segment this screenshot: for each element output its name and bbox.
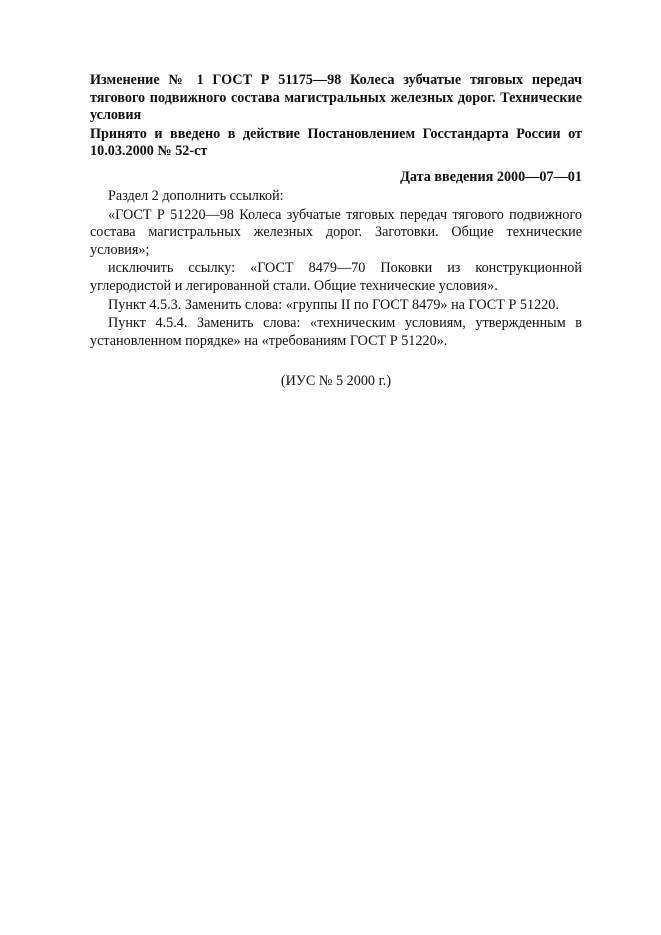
amendment-title: Изменение № 1 ГОСТ Р 51175—98 Колеса зубчатые тяговых передач тягового подвижного состава магистральных железных дорог. Технические условия — [90, 72, 582, 123]
paragraph-item-4-5-3: Пункт 4.5.3. Заменить слова: «группы II по ГОСТ 8479» на ГОСТ Р 51220. — [108, 296, 559, 313]
paragraph-section-2: Раздел 2 дополнить ссылкой: — [108, 188, 284, 204]
effective-date: Дата введения 2000—07—01 — [400, 168, 582, 185]
amendment-body — [90, 188, 582, 350]
paragraph-exclude-reference: исключить ссылку: «ГОСТ 8479—70 Поковки из конструкционной углеродистой и легированной стали. Общие технические условия». — [90, 260, 582, 294]
paragraph-item-4-5-4: Пункт 4.5.4. Заменить слова: «техническим условиям, утвержденным в установленном порядке» на «требованиям ГОСТ Р 51220». — [90, 315, 582, 349]
paragraph-gost-51220-reference: «ГОСТ Р 51220—98 Колеса зубчатые тяговых передач тягового подвижного состава магистральных железных дорог. Заготовки. Общие технические условия»; — [90, 206, 582, 258]
document-header — [90, 72, 582, 186]
adoption-statement: Принято и введено в действие Постановлением Госстандарта России от 10.03.2000 № 52-ст — [90, 125, 582, 159]
source-note: (ИУС № 5 2000 г.) — [280, 373, 392, 389]
